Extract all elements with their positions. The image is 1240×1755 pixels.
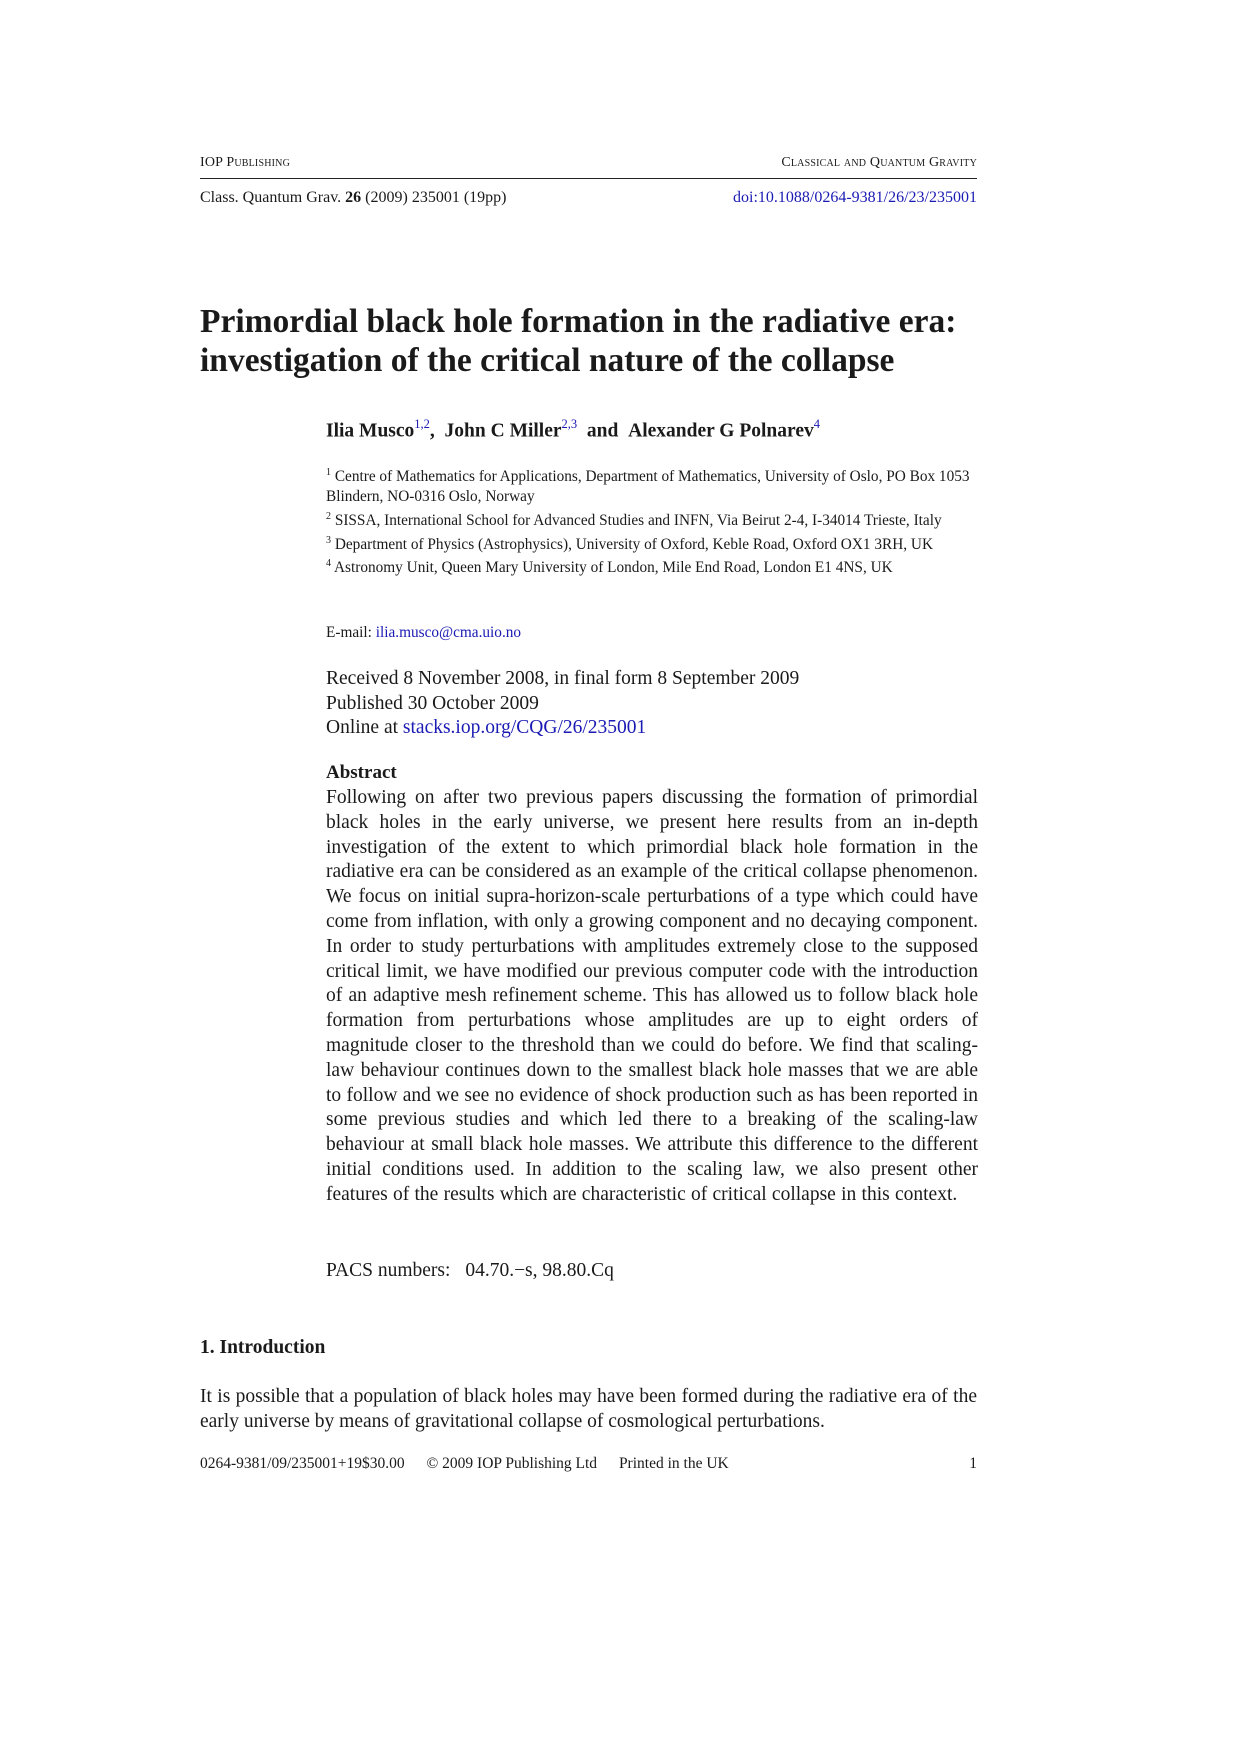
- journal-name: Classical and Quantum Gravity: [781, 155, 977, 170]
- pacs-values: 04.70.−s, 98.80.Cq: [465, 1260, 614, 1281]
- online-url-link[interactable]: stacks.iop.org/CQG/26/235001: [402, 717, 647, 738]
- page-number: 1: [969, 1455, 977, 1472]
- affiliation-item: $^4$ Astronomy Unit, Queen Mary University of London, Mile End Road, London E1 4NS, UK: [326, 558, 893, 577]
- email-link[interactable]: ilia.musco@cma.uio.no: [375, 624, 522, 641]
- abstract-text: Following on after two previous papers discussing the formation of primordial black holes in the early universe, we present here results from an in-depth investigation of the extent to which primordial black hole formation in the radiative era can be considered as an example of the critical collapse phenomenon. We focus on initial supra-horizon-scale perturbations of a type which could have come from inflation, with only a growing component and no decaying component. In order to study perturbations with amplitudes extremely close to the supposed critical limit, we have modified our previous computer code with the introduction of an adaptive mesh refinement scheme. This has allowed us to follow black hole formation from perturbations whose amplitudes are up to eight orders of magnitude closer to the threshold than we could do before. We find that scaling-law behaviour continues down to the smallest black hole masses that we are able to follow and we see no evidence of shock production such as has been reported in some previous studies and which led there to a breaking of the scaling-law behaviour at small black hole masses. We attribute this difference to the different initial conditions used. In addition to the scaling law, we also present other features of the results which are characteristic of critical collapse in this context.: [326, 787, 978, 1205]
- pacs-line: [326, 1260, 614, 1282]
- publisher-name: IOP Publishing: [200, 155, 291, 170]
- published-date: Published 30 October 2009: [326, 692, 539, 714]
- pacs-label: PACS numbers:: [326, 1260, 451, 1281]
- header-rule: [200, 178, 977, 179]
- affiliation-item: $^1$ Centre of Mathematics for Applications, Department of Mathematics, University of Oslo, PO Box 1053 Blindern, NO-0316 Oslo, Norway: [326, 467, 970, 505]
- author-list: Ilia Musco$^{1,2}$, John C Miller$^{2,3}$ and Alexander G Polnarev$^4$: [326, 417, 820, 442]
- citation-volume: 26: [345, 189, 362, 206]
- abstract-heading: Abstract: [326, 762, 397, 783]
- citation-prefix: Class. Quantum Grav.: [200, 189, 342, 206]
- author-name: John C Miller: [444, 420, 562, 442]
- footer-printed: Printed in the UK: [618, 1455, 729, 1472]
- section-heading: 1. Introduction: [200, 1337, 326, 1358]
- received-date: Received 8 November 2008, in final form 8 September 2009: [326, 668, 800, 689]
- affiliation-ref-link[interactable]: 1,2: [414, 417, 430, 431]
- citation-line: [200, 189, 506, 207]
- affiliation-item: $^2$ SISSA, International School for Advanced Studies and INFN, Via Beirut 2-4, I-34014 Trieste, Italy: [326, 510, 942, 529]
- footer-info: [200, 1455, 747, 1473]
- online-line: Online at stacks.iop.org/CQG/26/235001: [326, 717, 647, 738]
- affiliation-item: $^3$ Department of Physics (Astrophysics), University of Oxford, Keble Road, Oxford OX1 3RH, UK: [326, 534, 934, 553]
- publication-dates: [326, 667, 799, 741]
- affiliation-ref-link[interactable]: 4: [813, 417, 820, 431]
- affiliation-ref-link[interactable]: 2,3: [561, 417, 578, 431]
- email-line: [326, 624, 521, 642]
- email-label: E-mail:: [326, 624, 372, 641]
- citation-suffix: (2009) 235001 (19pp): [365, 189, 507, 206]
- footer-code: 0264-9381/09/235001+19$30.00: [200, 1455, 405, 1472]
- intro-paragraph: It is possible that a population of black holes may have been formed during the radiative era of the early universe by means of gravitational collapse of cosmological perturbations.: [200, 1386, 977, 1432]
- paper-title: Primordial black hole formation in the radiative era: investigation of the critical nature of the collapse: [200, 303, 957, 379]
- footer-copyright: © 2009 IOP Publishing Ltd: [426, 1455, 598, 1472]
- affiliation-list: [326, 463, 978, 578]
- author-name: Ilia Musco: [326, 420, 415, 442]
- doi-link[interactable]: doi:10.1088/0264-9381/26/23/235001: [733, 189, 977, 206]
- author-name: Alexander G Polnarev: [628, 420, 814, 442]
